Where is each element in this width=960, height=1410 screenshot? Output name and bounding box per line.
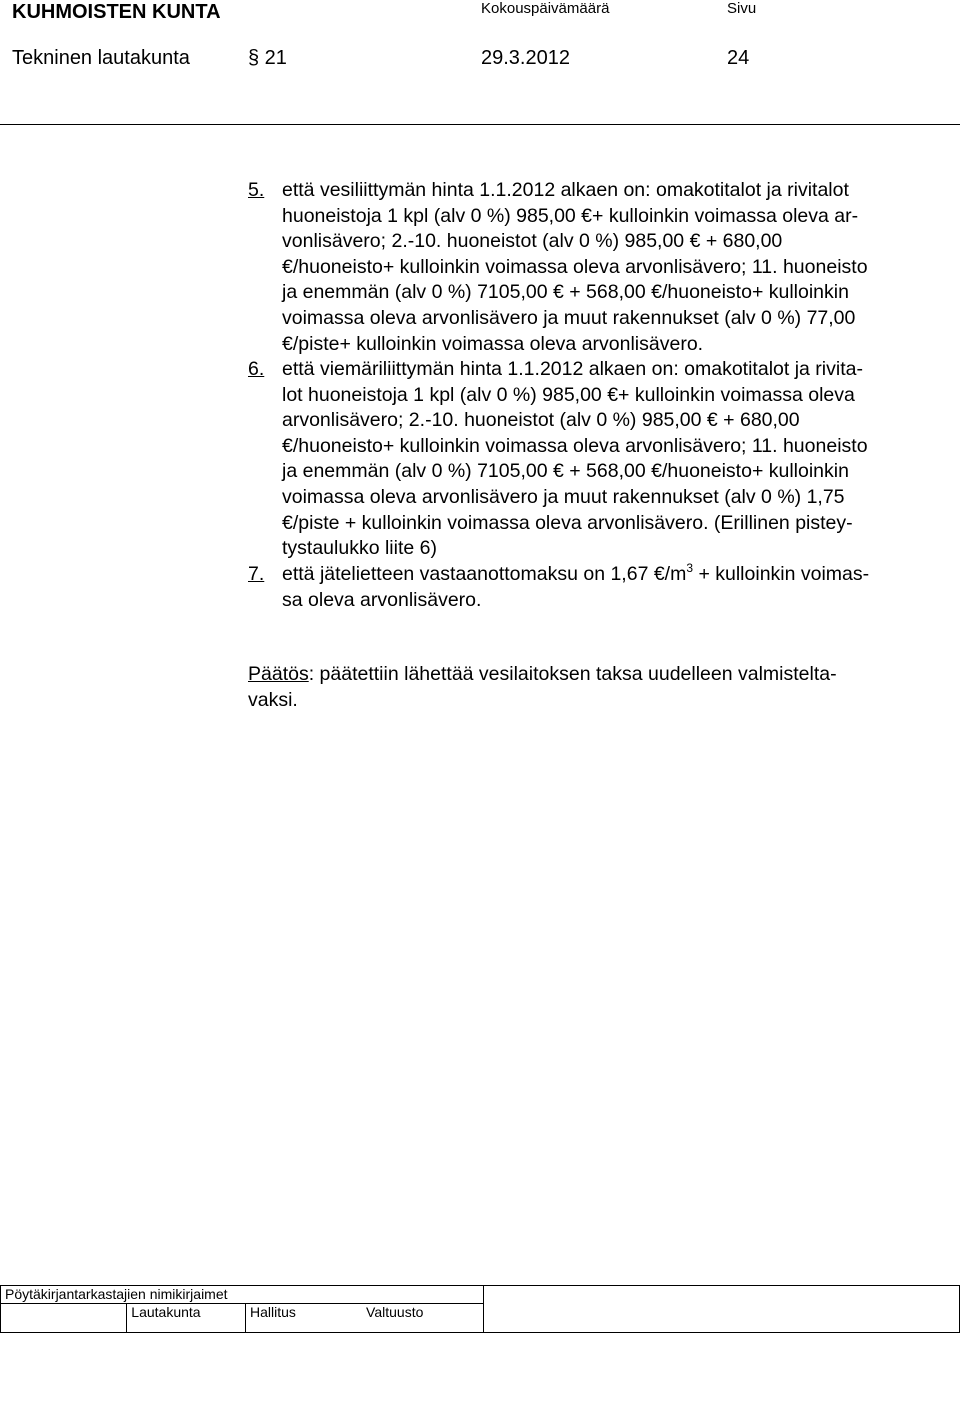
signature-table-blank (483, 1304, 959, 1333)
superscript: 3 (686, 561, 694, 575)
organization-name: KUHMOISTEN KUNTA (12, 1, 221, 23)
item-number: 6. (248, 358, 265, 380)
item-line: €/piste + kulloinkin voimassa oleva arvonlisävero. (Erillinen pistey- (282, 511, 853, 534)
decision-line (248, 662, 837, 688)
signature-col-valtuusto-label: Valtuusto (366, 1304, 424, 1320)
signature-table-blank (483, 1286, 959, 1304)
page-number: 24 (727, 47, 750, 69)
item-line: sa oleva arvonlisävero. (282, 588, 482, 611)
item-line: tystaulukko liite 6) (282, 537, 437, 560)
body-name: Tekninen lautakunta (12, 47, 190, 69)
decision-line: vaksi. (248, 688, 298, 711)
item-line: €/huoneisto+ kulloinkin voimassa oleva arvonlisävero; 11. huoneisto (282, 255, 868, 278)
item-line-part: + kulloinkin voimas- (693, 563, 870, 585)
item-text (282, 562, 952, 613)
header-divider (0, 124, 960, 125)
meeting-date-label: Kokouspäivämäärä (481, 0, 610, 17)
signature-table (0, 1285, 960, 1333)
item-line: €/piste+ kulloinkin voimassa oleva arvonlisävero. (282, 332, 704, 355)
decision-label: Päätös (248, 663, 309, 685)
item-line: lot huoneistoja 1 kpl (alv 0 %) 985,00 €+ kulloinkin voimassa oleva (282, 383, 855, 406)
item-line: arvonlisävero; 2.-10. huoneistot (alv 0 %) 985,00 € + 680,00 (282, 409, 800, 432)
item-line: voimassa oleva arvonlisävero ja muut rakennukset (alv 0 %) 77,00 (282, 306, 856, 329)
item-number: 7. (248, 563, 265, 585)
item-line: huoneistoja 1 kpl (alv 0 %) 985,00 €+ kulloinkin voimassa oleva ar- (282, 204, 859, 227)
item-line: vonlisävero; 2.-10. huoneistot (alv 0 %) 985,00 € + 680,00 (282, 230, 783, 253)
item-line: että vesiliittymän hinta 1.1.2012 alkaen on: omakotitalot ja rivitalot (282, 179, 849, 201)
item-line: €/huoneisto+ kulloinkin voimassa oleva arvonlisävero; 11. huoneisto (282, 434, 868, 457)
meeting-date: 29.3.2012 (481, 47, 570, 69)
item-line: että viemäriliittymän hinta 1.1.2012 alkaen on: omakotitalot ja rivita- (282, 358, 863, 380)
item-line (282, 562, 952, 588)
decision (248, 662, 837, 713)
decision-text: : päätettiin lähettää vesilaitoksen taksa uudelleen valmistelta- (308, 663, 837, 685)
item-number: 5. (248, 179, 265, 201)
section-number: § 21 (248, 47, 287, 69)
signature-col-spacer (1, 1304, 127, 1333)
item-line: ja enemmän (alv 0 %) 7105,00 € + 568,00 €/huoneisto+ kulloinkin (282, 281, 849, 304)
item-line-part: että jätelietteen vastaanottomaksu on 1,67 €/m (282, 563, 687, 585)
item-line: ja enemmän (alv 0 %) 7105,00 € + 568,00 €/huoneisto+ kulloinkin (282, 460, 849, 483)
item-line: voimassa oleva arvonlisävero ja muut rakennukset (alv 0 %) 1,75 (282, 485, 845, 508)
signature-col-hallitus-label: Hallitus (250, 1304, 296, 1320)
signature-table-title: Pöytäkirjantarkastajien nimikirjaimet (1, 1286, 484, 1304)
signature-col-hallitus (246, 1304, 484, 1333)
page-label: Sivu (727, 0, 757, 17)
item-text (282, 178, 952, 357)
item-text (282, 357, 952, 562)
signature-col-lautakunta: Lautakunta (127, 1304, 246, 1333)
